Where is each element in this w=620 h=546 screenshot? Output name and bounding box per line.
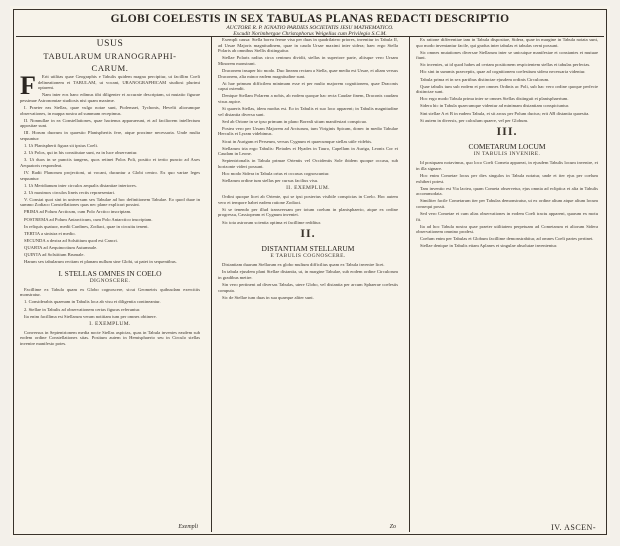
- paragraph: Sic omnes mutationes diversae Stellarum inter se unicuique manifestae et constantes et mutuae fiunt.: [416, 49, 598, 61]
- text-columns: [16, 37, 604, 532]
- column-middle: [218, 37, 398, 532]
- paragraph: In tabula ejusdem plani Stellae distantia, ut, in margine Tabulae, sub eodem ordine Circulorum in gradibus metire.: [218, 269, 398, 280]
- paragraph: QUARTA ad Aequinoctium Autumnale.: [24, 244, 98, 250]
- paragraph: Si autem in diversis, per calculum quaere, vel per Globum.: [420, 117, 529, 123]
- paragraph: Sint stellae A et B in eadem Tabula, et sit arcus per Polum ductus; erit AB distantia quaesita.: [420, 110, 590, 116]
- paragraph: Coelum enim per Tabulas et Globum facillime demonstrabitur, ad omnes Coeli partes pertinet.: [420, 236, 594, 242]
- section-one-subtitle: DIGNOSCERE.: [89, 277, 131, 284]
- column-right: [416, 37, 598, 532]
- column-divider: [409, 37, 410, 532]
- paragraph: Hic sint in summis praeceptis, quae ad cognitionem coelestium sidera necessaria videntur.: [420, 69, 586, 75]
- paragraph: Sic invenies, ut id quod habes ad certam positionem respicientem stellas et tabulas perfectas.: [420, 62, 591, 68]
- paragraph: In reliquis quatuor, medii Cardines, Zodiaci, quae in circuitu tenent.: [24, 223, 149, 229]
- paragraph: Sicut in Aurigam et Perseum, versus Cygnum et quaecumque stellas utile videbis.: [222, 138, 373, 144]
- catchword: Zo: [389, 524, 396, 531]
- paragraph: Tam inventio est Via lactea, quam Cometa observetur, ejus omnia ad ecliptica et alia in Tabulis accommodata.: [416, 185, 598, 197]
- paragraph: Postea vero per Ursam Majorem ad Arcturum, tum Viriginis Spicam, donec in medio Tabulae Herculis et Lyram videbimus.: [218, 125, 398, 137]
- paragraph: Hoc modo Sidera in Tabula ortus et occasus cognoscuntur.: [222, 170, 330, 176]
- intro-paragraph: Erit utilitas quae Geographis e Tabulis quidem magna percipitur, ut facillim Coeli delineationem et TABULAM, ut vocant, URANOGRAPHICAM studiosi plurimi optarent.: [37, 74, 200, 91]
- usus-heading: USUS: [96, 39, 124, 49]
- paragraph: Sed vero Cometae et cum alias observationes in eodem Coeli tractu apparent, quarum ex motu fit.: [416, 210, 598, 222]
- paragraph: Denique Stellam Polarem a nobis, ab eodem quoque hac recta Caudae finem, Draconis caudam visus aspice.: [218, 93, 398, 104]
- catchword: IV. ASCEN-: [551, 523, 596, 532]
- paragraph: Harum sex tabularum rectiam et planam nullum sine Globi, ut patet in sequentibus.: [24, 259, 177, 265]
- list-subitem: 3. Ut duos in se punctis tangens, quos retinet Polos Poli, positio et tertio puncto ad Axes Aequatoris respondeat.: [20, 157, 200, 168]
- paragraph: Sed ab Orione in se ipso primum in plano Boreali situm manifestari conspicuo.: [222, 118, 368, 124]
- intro-paragraph: Exempli causa: Stella borea ferme visa per duas in quadrilatero priores, invenitur in Tabula II, ad Ursae Majoris magnitudinem, quae in cauda Ursae maximi inter sidera; haec ergo Stella Polaris ab omnibus Stellis distinguitur.: [218, 37, 398, 54]
- header-band: [16, 12, 604, 37]
- paragraph: Hoc enim Cometae locus per dies singulos in Tabula notatur, unde et iter ejus per coelum exhiberi potest.: [416, 172, 598, 184]
- paragraph: Similiter facile Cometarum iter per Tabulas demonstratur, ut ex ordine alium atque alium locum consequi possit.: [416, 198, 598, 209]
- paragraph: At hae primum difficilem minimam esse et per multo majorem cognitionem, quae Draconis caput ostendit.: [218, 80, 398, 92]
- section-three-title: COMETARUM LOCUM: [468, 142, 546, 152]
- paragraph: Si se tenendo per illud transversam per totum coelum in planisphaerio, atque ex ordine progressu, Cassiopeam et Cygnum inveniet.: [218, 206, 398, 218]
- list-subitem: 1. Ut Planispherii figura sit ipsius Coeli.: [24, 143, 99, 149]
- exemplum-two-title: II. EXEMPLUM.: [286, 185, 330, 192]
- list-item: II. Nonnullae in ea Constellationes, quae hactenus apparuerunt, et ad faciliorem intellectum appositae sunt.: [20, 117, 200, 129]
- section-one-title: I. STELLAS OMNES IN COELO: [58, 268, 162, 278]
- paragraph: Quae tabulis tum sub eodem et per omnes Ordinis ac Poli, sub hac vero ordine quoque perfecte distinctae sunt.: [416, 83, 598, 95]
- paragraph: Draconem insuper hic modo. Duo lineam rectam a Stella, quae media est Ursae, et aliam versus Draconem, alia minor eadem magnitudine sunt.: [218, 67, 398, 79]
- list-subitem: 2. Ut maximos circulos lineis rectis repraesentari.: [24, 189, 116, 195]
- list-subitem: 2. Ut Polos, qui in his constitutae sunt, ea in luce observantur.: [24, 150, 138, 156]
- section-two-title: DISTANTIAM STELLARUM: [261, 244, 355, 254]
- paragraph: Stellarum ordine tum stellas per cursus facilius visu.: [222, 178, 319, 184]
- paragraph: Sin vero pertinent ad diversas Tabulas, utere Globo, vel distantia per arcum Sphaerae coelestis computa.: [218, 281, 398, 293]
- paragraph: Ita enim facillima est Stellarum veram notitiam tum per omnes obtinere.: [24, 313, 157, 319]
- paragraph: QUINTA ad Solstitium Brumale.: [24, 252, 85, 258]
- paragraph: Stellae denique in Tabulis etiam Aplanes et singulae absolutae invenientur.: [420, 243, 558, 249]
- section-three-subtitle: IN TABULIS INVENIRE.: [473, 151, 541, 158]
- list-item: V. Constat quot sint in universum sex Tabulae ad hoc definitionem Tabulae. Eo quod duae in summo Zodiaco Constellationes quas nec plane explicari possint.: [20, 196, 200, 208]
- paragraph: Id postquam notavimus, quo loco Coeli Cometa appareat, in ejusdem Tabulis locum invenire, et in illa signare.: [416, 160, 598, 171]
- paragraph: Stellarum tria ergo Tabulis: Pleiades et Hyades in Tauro, Capellam in Auriga, Leonis Cor et Caudam in Leone.: [218, 145, 398, 157]
- paragraph: Conversus in Septentrionem media nocte Stellas aspicias, quas in Tabula invenies easdem sub eodem ordine Constellationes sitas. Positum autem in Hemisphaerio seu in Circulo stellas invenire manifesto potes.: [20, 329, 200, 346]
- page-title: GLOBI COELESTIS IN SEX TABULAS PLANAS REDACTI DESCRIPTIO: [110, 13, 510, 25]
- paragraph: Sic de Stellae tum duas in sua quaeque aliter sunt.: [222, 294, 314, 300]
- list-item: I. Praeter eas Stellas, quae vulgo notae sunt, Ptolemaei, Tychonis, Hevelii aliorumque observationes, in mappa nostra ad summam recepimus.: [20, 104, 200, 116]
- paragraph: Facillime ex Tabula quam ex Globo cognoscere, sicut Geometris quibusdam exercitiis monstratur.: [20, 286, 200, 298]
- paragraph: Sidera hic in Tabula quaecumque videntur ad minimam distantiam conspiciuntur.: [420, 103, 570, 109]
- paragraph: PRIMA ad Polum Arcticum, cum Polo Arctico inscriptam.: [24, 209, 132, 215]
- carum-heading: CARUM.: [91, 63, 129, 73]
- imprint-line: Excudit Norimbergae Christophorus Weigelius cum Privilegio S.C.M.: [233, 31, 387, 37]
- list-item: III. Horum duorum in quaestio Planispheriis fere, atque proxime necessaria. Unde multa sequuntur:: [20, 130, 200, 141]
- drop-capital: F: [20, 71, 36, 100]
- paragraph: POSTREMA ad Polum Antarcticum, cum Polo Antarctico inscriptam.: [24, 216, 153, 222]
- paragraph: Si quaeris Stellas, idem modus est. Eo in Tabulis et suo loco apparent; in Tabulis magnitudine vel distantia diversa sunt.: [218, 106, 398, 117]
- column-divider: [211, 37, 212, 532]
- column-left: [20, 37, 200, 532]
- author-line: AUCTORE R. P. IGNATIO PARDIES SOCIETATIS JESU MATHEMATICO.: [226, 25, 394, 31]
- section-two-number: II.: [300, 226, 316, 241]
- catchword: Exempli: [178, 524, 198, 531]
- list-item: 1. Considerabis quaenam in Tabulis loca ab visu et diligentia contineantur.: [24, 299, 161, 305]
- paragraph: Ita ad hoc Tabula nostra quae praeter utilitatem perpetuam ad Cometarum et aliorum Sidera observationem omnino prodest.: [416, 223, 598, 235]
- paragraph: Septentrionalis in Tabula primae Orientis vel Occidentis Sole ibidem quoque occasu, sub horizonte videri possunt.: [218, 158, 398, 169]
- document-sheet: [10, 6, 610, 538]
- list-subitem: 1. Ut Meridianum inter circulos aequalis distantiae interiores.: [24, 182, 137, 188]
- paragraph: Stellae Polaris radius circa centrum dividit, stellas in superiore parte, aliisque vero Ursam Minorem monstrant.: [218, 55, 398, 66]
- paragraph: Tabula prima et in sex partibus distinctae ejusdem ordinis Circulorum.: [420, 76, 550, 82]
- paragraph: Distantiam duarum Stellarum ex globo multum difficilius quam ex Tabula invenire licet.: [222, 262, 385, 268]
- paragraph: TERTIA a sinistra et medio.: [24, 230, 76, 236]
- paragraph: Sic tota astrorum scientia optima et facillime redditur.: [222, 219, 321, 225]
- exemplum-one-title: I. EXEMPLUM.: [89, 320, 131, 327]
- paragraph: Nam inter eos hanc edimus tibi diligenter et accurate descriptam, ut mutatio figurae pessimae Astronomiae studiosis nisi quam maxime.: [20, 92, 200, 103]
- intro-paragraph: Ex ratione differentiae iam in Tabula dispositae, Sidera, quae in margine in Tabula notata sunt, quo modo inveniantur facile, qui gradus inter tabulas et tabulas cerni possunt.: [416, 37, 598, 48]
- list-item: IV. Radii Planorum projectioni, ut vocant, ducuntur a Globi centro. Ex quo variae leges sequuntur:: [20, 169, 200, 181]
- paragraph: Hoc ergo modo Tabula prima inter se omnes Stellas distinguit et planisphaerium.: [420, 96, 569, 102]
- tabularum-heading: TABULARUM URANOGRAPHI-: [43, 51, 177, 61]
- section-three-number: III.: [496, 124, 518, 139]
- paragraph: SECUNDA a dextra ad Solstitium quod est Cancri.: [24, 237, 118, 243]
- list-item: 2. Stellae in Tabulis ad observationem certas figuras referuntur.: [24, 306, 141, 312]
- section-two-subtitle: E TABULIS COGNOSCERE.: [270, 253, 346, 260]
- paragraph: Ordini quoque licet ab Oriente, qui se ipsi posterius visibile conspicias in Coelo. Hoc autem vero et tempore habet eadem ratione Zodiaci.: [218, 194, 398, 205]
